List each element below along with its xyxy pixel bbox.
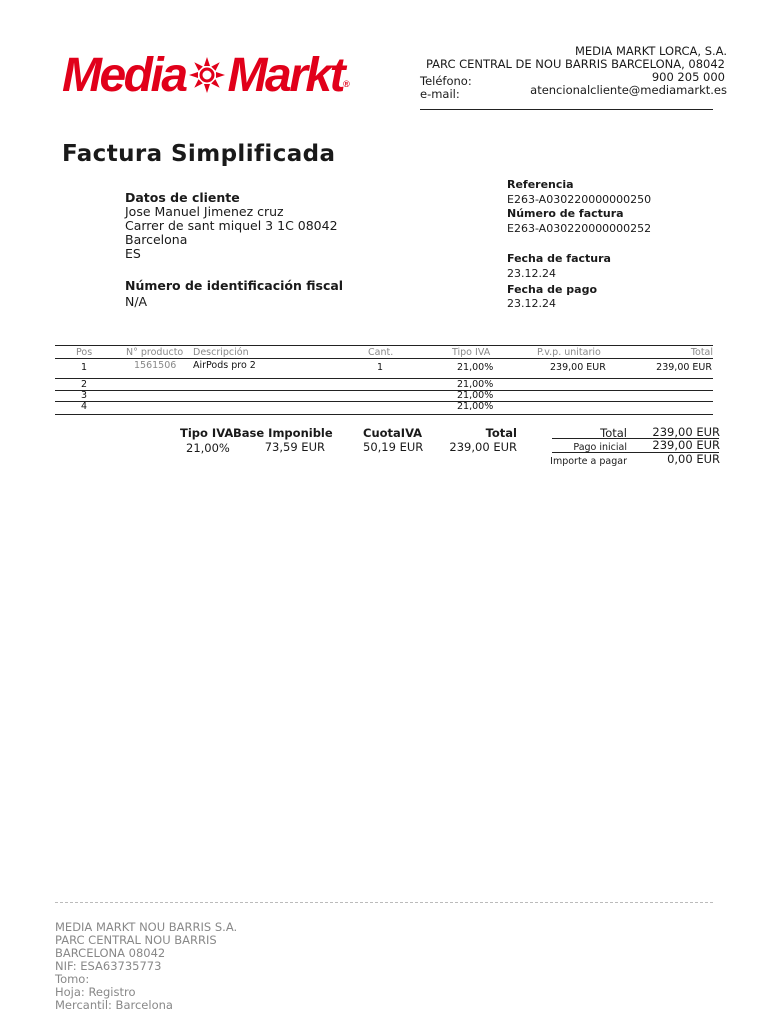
row4-pos: 4 bbox=[81, 401, 88, 412]
logo-text-left: Media bbox=[62, 49, 186, 102]
row3-vat: 21,00% bbox=[457, 390, 494, 401]
invoice-number-value: E263-A030220000000252 bbox=[507, 222, 652, 235]
row1-total: 239,00 EUR bbox=[656, 362, 712, 373]
registered-mark: ® bbox=[343, 79, 350, 89]
footer-divider bbox=[55, 902, 713, 903]
amount-due-value: 0,00 EUR bbox=[667, 452, 720, 466]
phone-label: Teléfono: bbox=[420, 74, 472, 88]
invoice-number-label: Número de factura bbox=[507, 207, 624, 220]
header-divider bbox=[420, 109, 713, 110]
initial-payment-value: 239,00 EUR bbox=[652, 438, 720, 452]
summary-total-value: 239,00 EUR bbox=[449, 440, 517, 454]
footer-mercantil: Mercantil: Barcelona bbox=[55, 998, 173, 1012]
footer-hoja: Hoja: Registro bbox=[55, 985, 136, 999]
summary-base-value: 73,59 EUR bbox=[264, 440, 325, 454]
summary-cuota-value: 50,19 EUR bbox=[363, 440, 424, 454]
amount-due-label: Importe a pagar bbox=[550, 456, 627, 467]
footer-city: BARCELONA 08042 bbox=[55, 946, 166, 960]
summary-vat-header: Tipo IVA bbox=[180, 426, 234, 440]
customer-country: ES bbox=[125, 246, 141, 261]
document-title: Factura Simplificada bbox=[62, 141, 336, 167]
row-rule bbox=[55, 390, 713, 391]
row2-pos: 2 bbox=[81, 379, 88, 390]
sun-icon bbox=[187, 55, 227, 95]
row1-vat: 21,00% bbox=[457, 362, 494, 373]
logo-text-right: Markt bbox=[227, 49, 344, 102]
row-rule bbox=[55, 401, 713, 402]
company-address: PARC CENTRAL DE NOU BARRIS BARCELONA, 08042 bbox=[425, 57, 725, 71]
table-header-rule bbox=[55, 358, 713, 359]
th-product: N° producto bbox=[126, 347, 184, 358]
customer-heading: Datos de cliente bbox=[125, 190, 240, 205]
footer-company: MEDIA MARKT NOU BARRIS S.A. bbox=[55, 920, 238, 934]
table-bottom-rule bbox=[55, 414, 713, 415]
th-quantity: Cant. bbox=[368, 347, 394, 358]
tax-id-value: N/A bbox=[125, 294, 148, 309]
row4-vat: 21,00% bbox=[457, 401, 494, 412]
reference-value: E263-A030220000000250 bbox=[507, 193, 652, 206]
row1-unit-price: 239,00 EUR bbox=[550, 362, 606, 373]
customer-name: Jose Manuel Jimenez cruz bbox=[125, 204, 284, 219]
grand-total-value: 239,00 EUR bbox=[652, 425, 720, 439]
grand-total-label: Total bbox=[600, 426, 627, 440]
row1-quantity: 1 bbox=[377, 362, 384, 373]
row1-pos: 1 bbox=[81, 362, 88, 373]
row1-product: 1561506 bbox=[134, 360, 177, 371]
company-phone: 900 205 000 bbox=[651, 70, 725, 84]
th-vat: Tipo IVA bbox=[452, 347, 491, 358]
summary-cuota-header: CuotaIVA bbox=[363, 426, 423, 440]
payment-date-value: 23.12.24 bbox=[507, 297, 556, 310]
company-email[interactable]: atencionalcliente@mediamarkt.es bbox=[530, 83, 727, 97]
mediamarkt-logo bbox=[62, 48, 412, 104]
th-pos: Pos bbox=[76, 347, 93, 358]
reference-label: Referencia bbox=[507, 178, 574, 191]
email-label: e-mail: bbox=[420, 87, 460, 101]
footer-nif: NIF: ESA63735773 bbox=[55, 959, 162, 973]
th-total: Total bbox=[690, 347, 713, 358]
footer-tomo: Tomo: bbox=[55, 972, 90, 986]
row-rule bbox=[55, 378, 713, 379]
customer-street: Carrer de sant miquel 3 1C 08042 bbox=[125, 218, 338, 233]
row2-vat: 21,00% bbox=[457, 379, 494, 390]
tax-id-heading: Número de identificación fiscal bbox=[125, 278, 344, 293]
row1-description: AirPods pro 2 bbox=[193, 360, 256, 371]
invoice-date-label: Fecha de factura bbox=[507, 252, 611, 265]
summary-vat-value: 21,00% bbox=[186, 441, 230, 455]
initial-payment-label: Pago inicial bbox=[573, 442, 627, 453]
table-top-rule bbox=[55, 345, 713, 346]
row3-pos: 3 bbox=[81, 390, 88, 401]
th-unit-price: P.v.p. unitario bbox=[537, 347, 601, 358]
footer-address: PARC CENTRAL NOU BARRIS bbox=[55, 933, 217, 947]
customer-city: Barcelona bbox=[125, 232, 188, 247]
company-name: MEDIA MARKT LORCA, S.A. bbox=[574, 44, 727, 58]
summary-base-header: Base Imponible bbox=[233, 426, 333, 440]
th-description: Descripción bbox=[193, 347, 249, 358]
invoice-date-value: 23.12.24 bbox=[507, 267, 556, 280]
summary-total-header: Total bbox=[485, 426, 517, 440]
payment-date-label: Fecha de pago bbox=[507, 283, 598, 296]
